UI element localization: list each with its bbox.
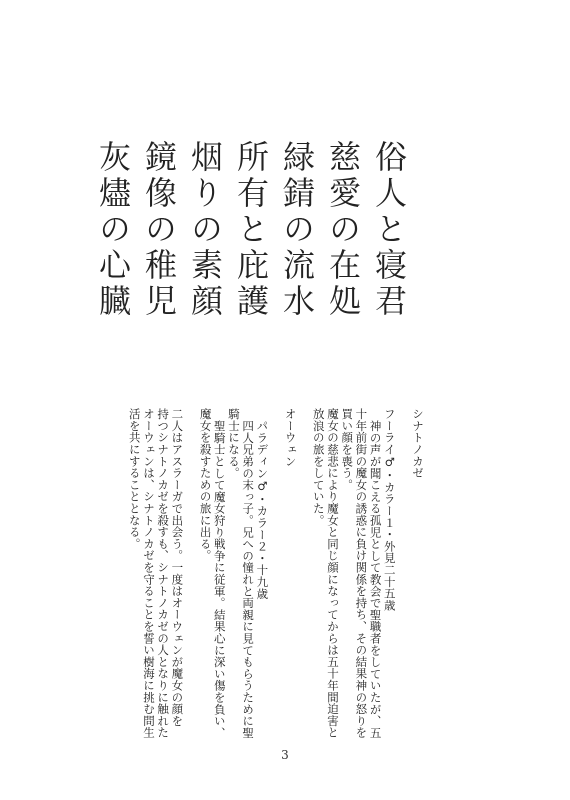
spacer <box>298 408 312 748</box>
character-name: オーウェン <box>283 408 298 467</box>
character-spec: パラディン♂・カラー２・十九歳 <box>255 420 270 600</box>
character-desc-line: 騎士になる。 <box>226 408 241 479</box>
character-desc-line: 神の声が聞こえる孤児として教会で聖職者をしていたが、五 <box>368 420 383 739</box>
chapter-title-list <box>94 140 412 320</box>
character-desc-line: 聖騎士として魔女狩り戦争に従軍。結果心に深い傷を負い、 <box>212 420 227 739</box>
summary-line: 持つシナトノカゼを殺すも、シナトノカゼの人となりに触れた <box>156 408 171 739</box>
chapter-title: 烟りの素顔 <box>186 140 224 320</box>
spacer <box>269 408 283 748</box>
character-descriptions <box>127 408 425 748</box>
chapter-title: 灰燼の心臓 <box>94 140 132 320</box>
character-desc-line: 四人兄弟の末っ子。兄への憧れと両親に見てもらうために聖 <box>241 420 256 739</box>
chapter-title: 所有と庇護 <box>232 140 270 320</box>
summary-line: 活を共にすることとなる。 <box>127 408 142 550</box>
chapter-title: 鏡像の稚児 <box>140 140 178 320</box>
page-number: 3 <box>281 748 289 762</box>
chapter-title: 慈愛の在処 <box>324 140 362 320</box>
spacer <box>397 408 411 748</box>
chapter-title: 緑錆の流水 <box>278 140 316 320</box>
character-name: シナトノカゼ <box>411 408 425 479</box>
spacer <box>184 408 198 748</box>
character-desc-line: 魔女を殺すための旅に出る。 <box>198 408 213 562</box>
summary-line: オーウェンは、シナトノカゼを守ることを誓い樹海に挑む問生 <box>141 408 156 739</box>
character-desc-line: 魔女の慈悲により魔女と同じ顔になってからは五十年間迫害と <box>325 408 340 739</box>
character-desc-line: 十年前街の魔女の誘惑に負け関係を持ち、その結果神の怒りを <box>354 408 369 739</box>
character-desc-line: 放浪の旅をしていた。 <box>311 408 326 526</box>
character-spec: フーライ♂・カラー１・外見二十五歳 <box>382 408 397 612</box>
summary-line: 二人はアスラーガで出会う。一度はオーウェンが魔女の顔を <box>170 408 185 727</box>
chapter-title: 俗人と寝君 <box>370 140 408 320</box>
character-desc-line: 買い顔を喪う。 <box>340 408 355 491</box>
